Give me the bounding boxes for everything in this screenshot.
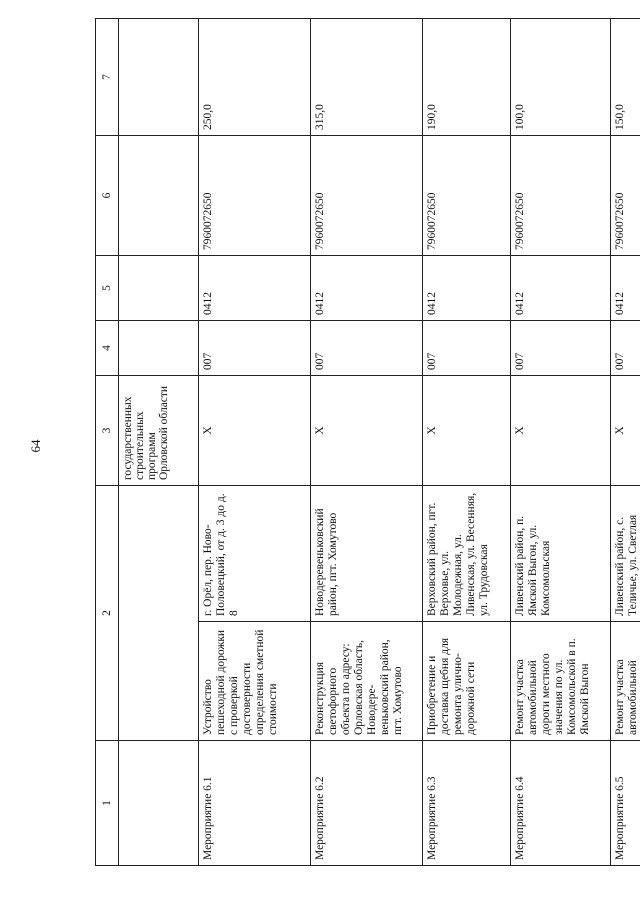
col6-cell: 7960072650: [311, 136, 423, 256]
event-cell: Мероприятие 6.2: [311, 741, 423, 866]
event-description: Устройство пешеходной дорожки с проверкой достоверности определения сметной стоимости: [199, 621, 310, 740]
col3-cell: X: [199, 376, 311, 486]
event-description: Приобретение и доставка щебня для ремонта улично-дорожной сети: [423, 621, 510, 740]
col5-cell: 0412: [423, 256, 511, 321]
combined-cell: [511, 486, 611, 741]
event-cell: Мероприятие 6.5: [611, 741, 640, 866]
col6-cell: 7960072650: [199, 136, 311, 256]
continuation-text: государственных строительных программ Орловской области: [119, 376, 199, 486]
event-cell: Мероприятие 6.3: [423, 741, 511, 866]
col6-cell: 7960072650: [611, 136, 640, 256]
col7-cell: 190,0: [423, 19, 511, 136]
rotated-table-wrapper: [95, 19, 639, 866]
table-cell: [119, 256, 199, 321]
continuation-row: [119, 19, 199, 866]
address-cell: г. Орёл, пер. Ново-Половецкий, от д. 3 до д. 8: [202, 493, 240, 616]
address-cell: Верховский район, пгт. Верховье, ул. Молодежная, ул. Ливенская, ул. Весенняя, ул. Трудовская: [426, 492, 490, 616]
event-cell: Мероприятие 6.4: [511, 741, 611, 866]
header-cell: 3: [96, 376, 119, 486]
event-description: Реконструкция светофорного объекта по адресу: Орловская область, Новодере-веньковский район, пгт. Хомутово: [311, 621, 422, 740]
page-number: 64: [28, 439, 43, 453]
col6-cell: 7960072650: [511, 136, 611, 256]
col3-cell: X: [311, 376, 423, 486]
header-cell: 1: [96, 741, 119, 866]
budget-table: [95, 18, 640, 866]
col5-cell: 0412: [311, 256, 423, 321]
combined-cell: [311, 486, 423, 741]
table-row: [199, 19, 311, 866]
table-cell: [119, 321, 199, 376]
event-description: Ремонт участка автомобильной дороги местного значения по ул. Комсомольской в п. Ямской Выгон: [511, 621, 610, 740]
header-cell: 7: [96, 19, 119, 136]
table-row: [611, 19, 640, 866]
col4-cell: 007: [511, 321, 611, 376]
table-row: [311, 19, 423, 866]
col6-cell: 7960072650: [423, 136, 511, 256]
col4-cell: 007: [311, 321, 423, 376]
header-cell: 5: [96, 256, 119, 321]
header-cell: 2: [96, 486, 119, 741]
combined-cell: [423, 486, 511, 741]
col4-cell: 007: [611, 321, 640, 376]
col7-cell: 100,0: [511, 19, 611, 136]
table-cell: [119, 741, 199, 866]
col3-cell: X: [423, 376, 511, 486]
table-cell: [119, 136, 199, 256]
col7-cell: 315,0: [311, 19, 423, 136]
col4-cell: 007: [199, 321, 311, 376]
col5-cell: 0412: [511, 256, 611, 321]
header-row: [96, 19, 119, 866]
col5-cell: 0412: [611, 256, 640, 321]
table-row: [423, 19, 511, 866]
combined-cell: [199, 486, 311, 741]
col3-cell: X: [611, 376, 640, 486]
combined-cell: [611, 486, 640, 741]
table-cell: [119, 19, 199, 136]
table-cell: [119, 486, 199, 741]
col3-cell: X: [511, 376, 611, 486]
col4-cell: 007: [423, 321, 511, 376]
header-cell: 4: [96, 321, 119, 376]
col7-cell: 250,0: [199, 19, 311, 136]
address-cell: Ливенский район, с. Теличье, ул. Светлая: [614, 514, 639, 616]
col5-cell: 0412: [199, 256, 311, 321]
event-description: Ремонт участка автомобильной: [611, 621, 640, 740]
address-cell: Ливенский район, п. Ямской Выгон, ул. Комсомольская: [514, 515, 552, 616]
col7-cell: 150,0: [611, 19, 640, 136]
event-cell: Мероприятие 6.1: [199, 741, 311, 866]
address-cell: Новодеревеньковский район, пгт. Хомутово: [314, 508, 339, 616]
table-row: [511, 19, 611, 866]
header-cell: 6: [96, 136, 119, 256]
